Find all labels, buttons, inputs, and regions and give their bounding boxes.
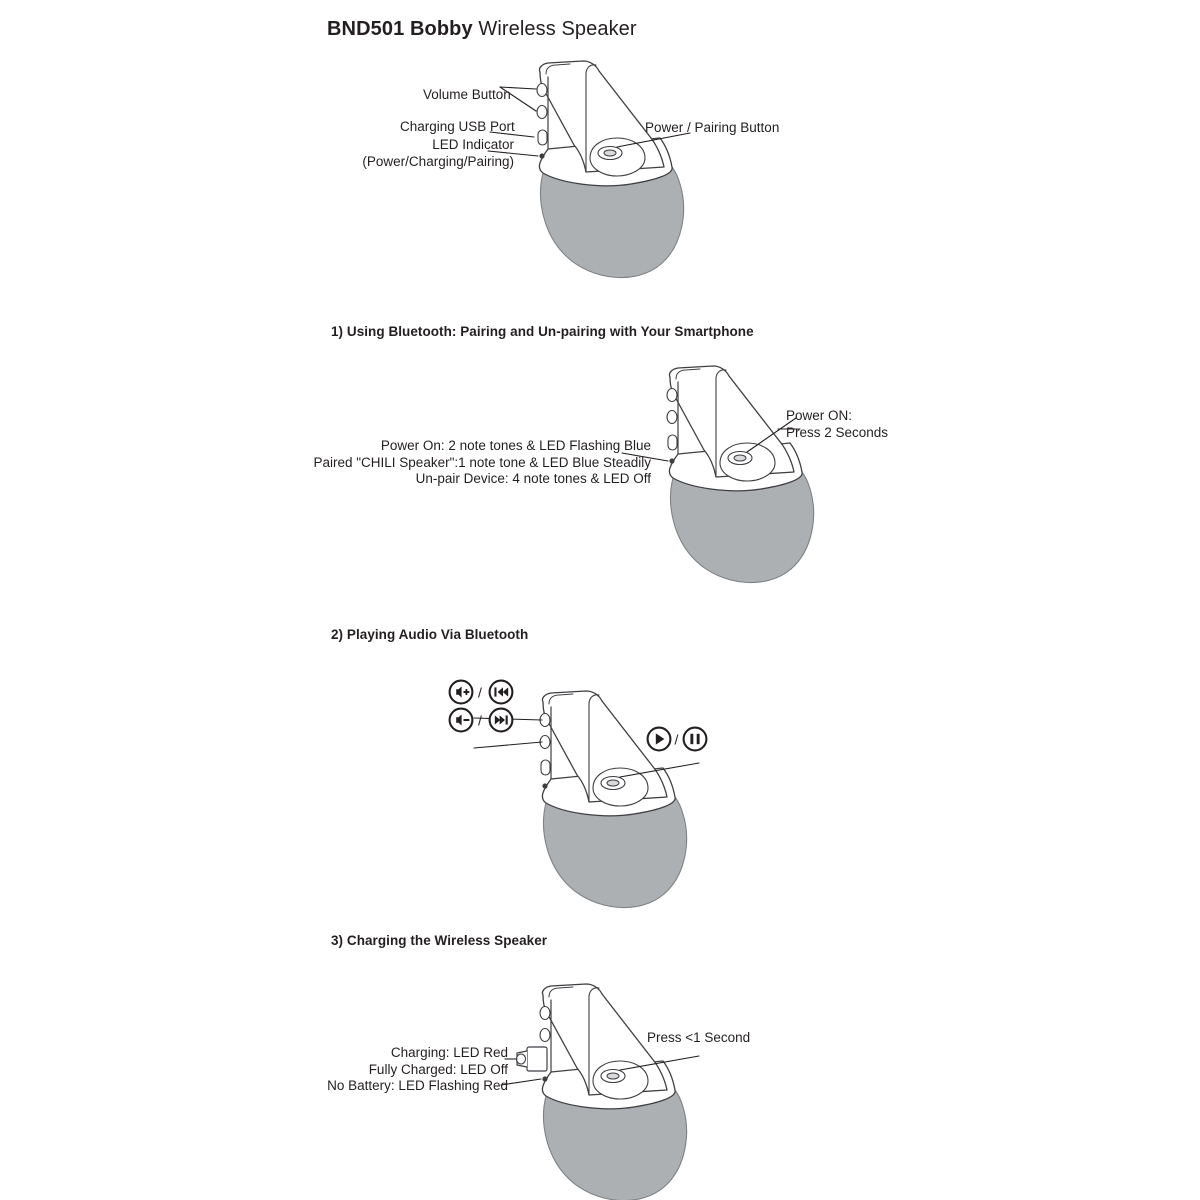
separator-slash-2: / [478,712,482,729]
power-pairing-button-core[interactable] [607,780,619,786]
volume-down-button[interactable] [667,411,677,424]
led-indicator [669,458,674,463]
label-bluetooth-status-line3: Un-pair Device: 4 note tones & LED Off [415,471,651,486]
speaker-overview-illustration [500,50,860,290]
led-indicator [539,153,544,158]
label-charging-usb-port: Charging USB Port [400,119,515,134]
label-led-indicator [348,137,514,170]
volume-up-button[interactable] [537,84,547,97]
media-controls-cluster [448,679,514,738]
page-title-model: BND501 Bobby [327,18,473,40]
volume-down-button[interactable] [537,106,547,119]
usb-port [538,130,547,145]
bluetooth-speaker-figure [630,355,950,585]
label-led-indicator-line1: LED Indicator [432,137,514,152]
label-charging-status-line2: Fully Charged: LED Off [368,1061,508,1077]
previous-track-icon[interactable] [490,681,513,704]
volume-up-button[interactable] [540,1007,550,1020]
pause-icon[interactable] [684,728,707,751]
bluetooth-speaker-illustration [630,355,950,585]
label-power-pairing-button: Power / Pairing Button [645,120,780,135]
label-charging-status-line3: No Battery: LED Flashing Red [327,1078,508,1093]
usb-port [541,760,550,775]
power-pairing-button-core[interactable] [734,455,746,461]
page-title [327,18,637,41]
usb-charging-plug [505,1047,547,1071]
label-bluetooth-status-line1: Power On: 2 note tones & LED Flashing Blue [380,438,651,453]
playback-controls-icons [646,726,708,752]
label-press-one-second: Press <1 Second [647,1030,751,1045]
label-power-on-line1: Power ON: [786,408,853,423]
label-charging-status-line1: Charging: LED Red [390,1045,508,1060]
speaker-overview-figure [500,50,860,290]
label-charging-status [320,1045,508,1095]
label-led-indicator-line2: (Power/Charging/Pairing) [362,153,514,169]
label-power-on-instruction [786,408,888,441]
label-volume-button: Volume Button [423,87,511,102]
separator-slash-3: / [674,731,679,748]
section-heading-bluetooth: 1) Using Bluetooth: Pairing and Un-pairing with Your Smartphone [331,324,754,339]
section-heading-playing-audio: 2) Playing Audio Via Bluetooth [331,627,529,642]
media-controls-icons [448,679,514,733]
page-title-subtitle: Wireless Speaker [472,18,637,40]
playback-controls-cluster [646,726,708,757]
label-bluetooth-status [310,438,651,488]
led-indicator [542,1076,547,1081]
power-pairing-button-core[interactable] [604,150,616,156]
leader-line-volume-down [474,742,542,748]
led-indicator [542,783,547,788]
power-pairing-button-core[interactable] [607,1073,619,1079]
volume-up-button[interactable] [667,389,677,402]
section-heading-charging: 3) Charging the Wireless Speaker [331,933,548,948]
label-bluetooth-status-line2: Paired "CHILI Speaker":1 note tone & LED Blue Steadily [313,454,651,470]
label-power-on-line2: Press 2 Seconds [786,424,889,440]
volume-down-icon[interactable] [450,709,473,732]
separator-slash-1: / [478,684,482,701]
volume-down-button[interactable] [540,1029,550,1042]
volume-up-icon[interactable] [450,681,473,704]
play-icon[interactable] [648,728,671,751]
next-track-icon[interactable] [490,709,513,732]
usb-port [668,435,677,450]
